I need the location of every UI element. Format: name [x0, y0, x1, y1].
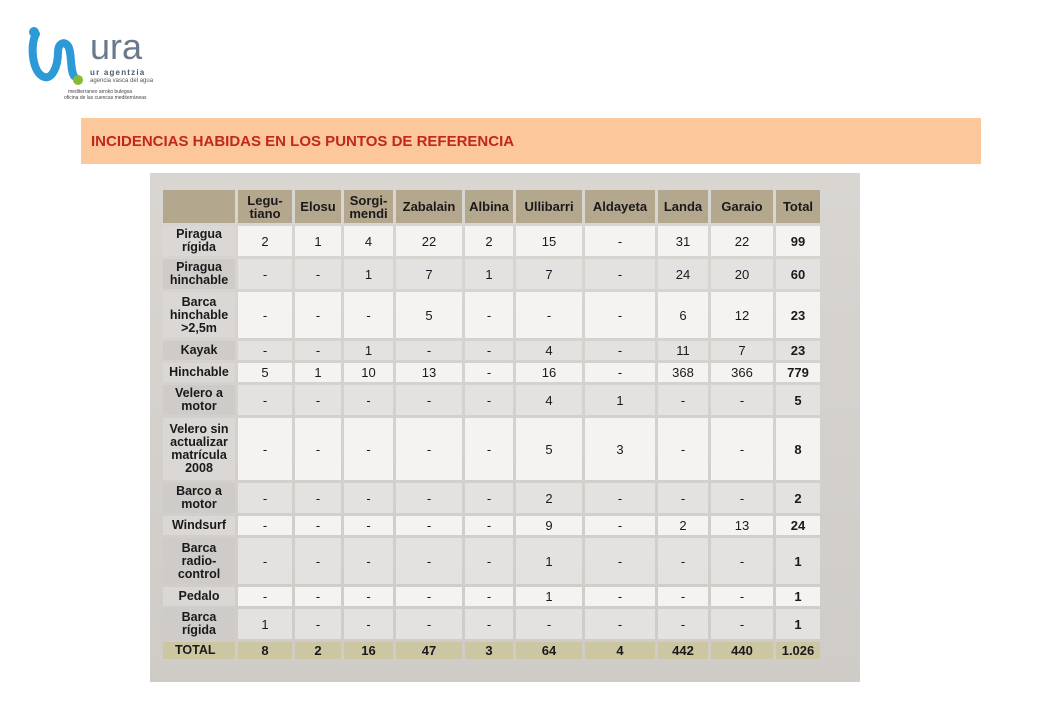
table-cell: -	[295, 609, 341, 639]
table-cell: -	[711, 385, 773, 415]
table-cell: -	[295, 341, 341, 360]
table-cell: -	[295, 259, 341, 289]
table-cell: -	[465, 609, 513, 639]
table-cell: 10	[344, 363, 393, 382]
row-total-cell: 99	[776, 226, 820, 256]
table-cell: -	[344, 418, 393, 480]
table-cell: -	[238, 483, 292, 513]
table-cell: 20	[711, 259, 773, 289]
row-total-cell: 1	[776, 538, 820, 584]
table-cell: 4	[344, 226, 393, 256]
col-header: Albina	[465, 190, 513, 223]
table-total-row	[163, 642, 820, 659]
table-cell: 64	[516, 642, 582, 659]
table-cell: -	[344, 538, 393, 584]
table-cell: -	[585, 609, 655, 639]
table-cell: 16	[516, 363, 582, 382]
table-row	[163, 609, 820, 639]
table-cell: -	[396, 341, 462, 360]
table-cell: 7	[516, 259, 582, 289]
table-row	[163, 259, 820, 289]
row-label: Piragua rígida	[163, 226, 235, 256]
table-cell: -	[344, 516, 393, 535]
table-row	[163, 341, 820, 360]
table-cell: -	[295, 292, 341, 338]
col-header: Aldayeta	[585, 190, 655, 223]
row-label: Barca rígida	[163, 609, 235, 639]
table-cell: -	[658, 538, 708, 584]
row-label: TOTAL	[163, 642, 235, 659]
table-cell: 1	[344, 259, 393, 289]
table-cell: -	[585, 363, 655, 382]
table-row	[163, 292, 820, 338]
table-cell: -	[711, 538, 773, 584]
table-cell: -	[238, 538, 292, 584]
table-cell: -	[465, 341, 513, 360]
logo-line-1: ur agentzia	[90, 68, 146, 77]
table-cell: 1	[344, 341, 393, 360]
table-cell: -	[238, 259, 292, 289]
table-cell: -	[295, 483, 341, 513]
col-header: Legu- tiano	[238, 190, 292, 223]
table-cell: 7	[396, 259, 462, 289]
table-cell: 3	[465, 642, 513, 659]
table-cell: -	[585, 341, 655, 360]
table-cell: 442	[658, 642, 708, 659]
table-cell: 12	[711, 292, 773, 338]
row-label: Barco a motor	[163, 483, 235, 513]
table-cell: 2	[238, 226, 292, 256]
table-cell: 16	[344, 642, 393, 659]
table-cell: -	[585, 259, 655, 289]
col-header: Landa	[658, 190, 708, 223]
table-cell: -	[465, 385, 513, 415]
row-label: Velero a motor	[163, 385, 235, 415]
table-cell: 6	[658, 292, 708, 338]
table-cell: 7	[711, 341, 773, 360]
table-cell: -	[658, 609, 708, 639]
row-label: Kayak	[163, 341, 235, 360]
row-total-cell: 23	[776, 292, 820, 338]
table-cell: -	[295, 418, 341, 480]
row-total-cell: 24	[776, 516, 820, 535]
table-cell: -	[238, 292, 292, 338]
table-cell: -	[238, 385, 292, 415]
table-row	[163, 226, 820, 256]
table-cell: 8	[238, 642, 292, 659]
table-row	[163, 483, 820, 513]
table-cell: -	[396, 516, 462, 535]
col-header: Elosu	[295, 190, 341, 223]
table-cell: -	[585, 516, 655, 535]
table-cell: -	[658, 418, 708, 480]
table-cell: -	[711, 418, 773, 480]
row-label: Barca hinchable >2,5m	[163, 292, 235, 338]
table-cell: -	[711, 587, 773, 606]
table-cell: -	[585, 538, 655, 584]
table-cell: 1	[295, 363, 341, 382]
row-total-cell: 23	[776, 341, 820, 360]
table-cell: -	[465, 363, 513, 382]
table-cell: -	[465, 538, 513, 584]
row-total-cell: 1	[776, 609, 820, 639]
table-cell: 13	[396, 363, 462, 382]
row-total-cell: 2	[776, 483, 820, 513]
table-header-row	[163, 190, 820, 223]
table-cell: 4	[516, 341, 582, 360]
row-total-cell: 779	[776, 363, 820, 382]
incidents-table	[160, 187, 823, 662]
table-cell: -	[344, 483, 393, 513]
table-cell: 1	[295, 226, 341, 256]
row-total-cell: 1	[776, 587, 820, 606]
table-cell: 9	[516, 516, 582, 535]
table-cell: 47	[396, 642, 462, 659]
table-cell: -	[516, 292, 582, 338]
ura-logo	[28, 22, 168, 102]
table-cell: 13	[711, 516, 773, 535]
table-cell: -	[465, 587, 513, 606]
table-cell: -	[396, 483, 462, 513]
table-cell: -	[396, 418, 462, 480]
table-cell: -	[711, 483, 773, 513]
title-banner	[81, 118, 981, 164]
table-row	[163, 363, 820, 382]
table-cell: -	[396, 385, 462, 415]
table-cell: -	[465, 483, 513, 513]
table-cell: -	[396, 587, 462, 606]
table-cell: -	[238, 341, 292, 360]
logo-line-4: oficina de las cuencas mediterráneas	[64, 95, 147, 101]
row-label: Windsurf	[163, 516, 235, 535]
table-cell: 1	[516, 538, 582, 584]
table-cell: -	[344, 292, 393, 338]
table-cell: -	[238, 516, 292, 535]
scanned-table-image	[150, 173, 860, 682]
table-cell: 5	[238, 363, 292, 382]
col-header: Zabalain	[396, 190, 462, 223]
table-cell: 2	[658, 516, 708, 535]
table-cell: -	[238, 587, 292, 606]
table-cell: -	[344, 587, 393, 606]
table-cell: -	[585, 483, 655, 513]
table-cell: -	[465, 418, 513, 480]
table-cell: 366	[711, 363, 773, 382]
table-cell: 5	[516, 418, 582, 480]
table-cell: 22	[396, 226, 462, 256]
table-cell: -	[658, 483, 708, 513]
logo-line-3: mediterraneo arroko bulegoa	[68, 89, 133, 95]
table-cell: 1	[465, 259, 513, 289]
table-cell: -	[516, 609, 582, 639]
logo-wordmark: ura	[90, 26, 143, 67]
header-corner	[163, 190, 235, 223]
row-label: Barca radio- control	[163, 538, 235, 584]
table-row	[163, 516, 820, 535]
table-cell: 368	[658, 363, 708, 382]
table-row	[163, 538, 820, 584]
table-cell: -	[585, 292, 655, 338]
table-cell: -	[295, 516, 341, 535]
table-cell: -	[585, 226, 655, 256]
table-row	[163, 418, 820, 480]
table-cell: -	[344, 609, 393, 639]
col-header: Ullibarri	[516, 190, 582, 223]
table-cell: -	[238, 418, 292, 480]
table-cell: 5	[396, 292, 462, 338]
table-cell: -	[396, 538, 462, 584]
table-cell: 24	[658, 259, 708, 289]
table-cell: -	[658, 587, 708, 606]
col-header: Total	[776, 190, 820, 223]
table-cell: 4	[516, 385, 582, 415]
table-cell: 11	[658, 341, 708, 360]
table-row	[163, 587, 820, 606]
row-total-cell: 8	[776, 418, 820, 480]
table-cell: 2	[516, 483, 582, 513]
table-cell: 2	[465, 226, 513, 256]
row-label: Velero sin actualizar matrícula 2008	[163, 418, 235, 480]
table-cell: -	[295, 385, 341, 415]
table-cell: -	[295, 587, 341, 606]
table-cell: 1	[516, 587, 582, 606]
row-label: Hinchable	[163, 363, 235, 382]
table-cell: 4	[585, 642, 655, 659]
table-cell: 22	[711, 226, 773, 256]
table-cell: -	[585, 587, 655, 606]
table-row	[163, 385, 820, 415]
ura-logo-mark-icon	[28, 26, 92, 88]
table-cell: -	[396, 609, 462, 639]
page-title: INCIDENCIAS HABIDAS EN LOS PUNTOS DE REFERENCIA	[91, 132, 515, 150]
table-cell: 1	[585, 385, 655, 415]
col-header: Garaio	[711, 190, 773, 223]
row-total-cell: 5	[776, 385, 820, 415]
table-cell: 440	[711, 642, 773, 659]
table-cell: 31	[658, 226, 708, 256]
table-cell: 15	[516, 226, 582, 256]
table-cell: -	[465, 292, 513, 338]
table-cell: 1	[238, 609, 292, 639]
table-cell: -	[295, 538, 341, 584]
col-header: Sorgi- mendi	[344, 190, 393, 223]
row-label: Piragua hinchable	[163, 259, 235, 289]
row-label: Pedalo	[163, 587, 235, 606]
table-cell: -	[465, 516, 513, 535]
table-cell: -	[344, 385, 393, 415]
row-total-cell: 1.026	[776, 642, 820, 659]
table-cell: -	[711, 609, 773, 639]
row-total-cell: 60	[776, 259, 820, 289]
table-cell: -	[658, 385, 708, 415]
table-cell: 3	[585, 418, 655, 480]
logo-line-2: agencia vasca del agua	[90, 78, 154, 84]
table-cell: 2	[295, 642, 341, 659]
